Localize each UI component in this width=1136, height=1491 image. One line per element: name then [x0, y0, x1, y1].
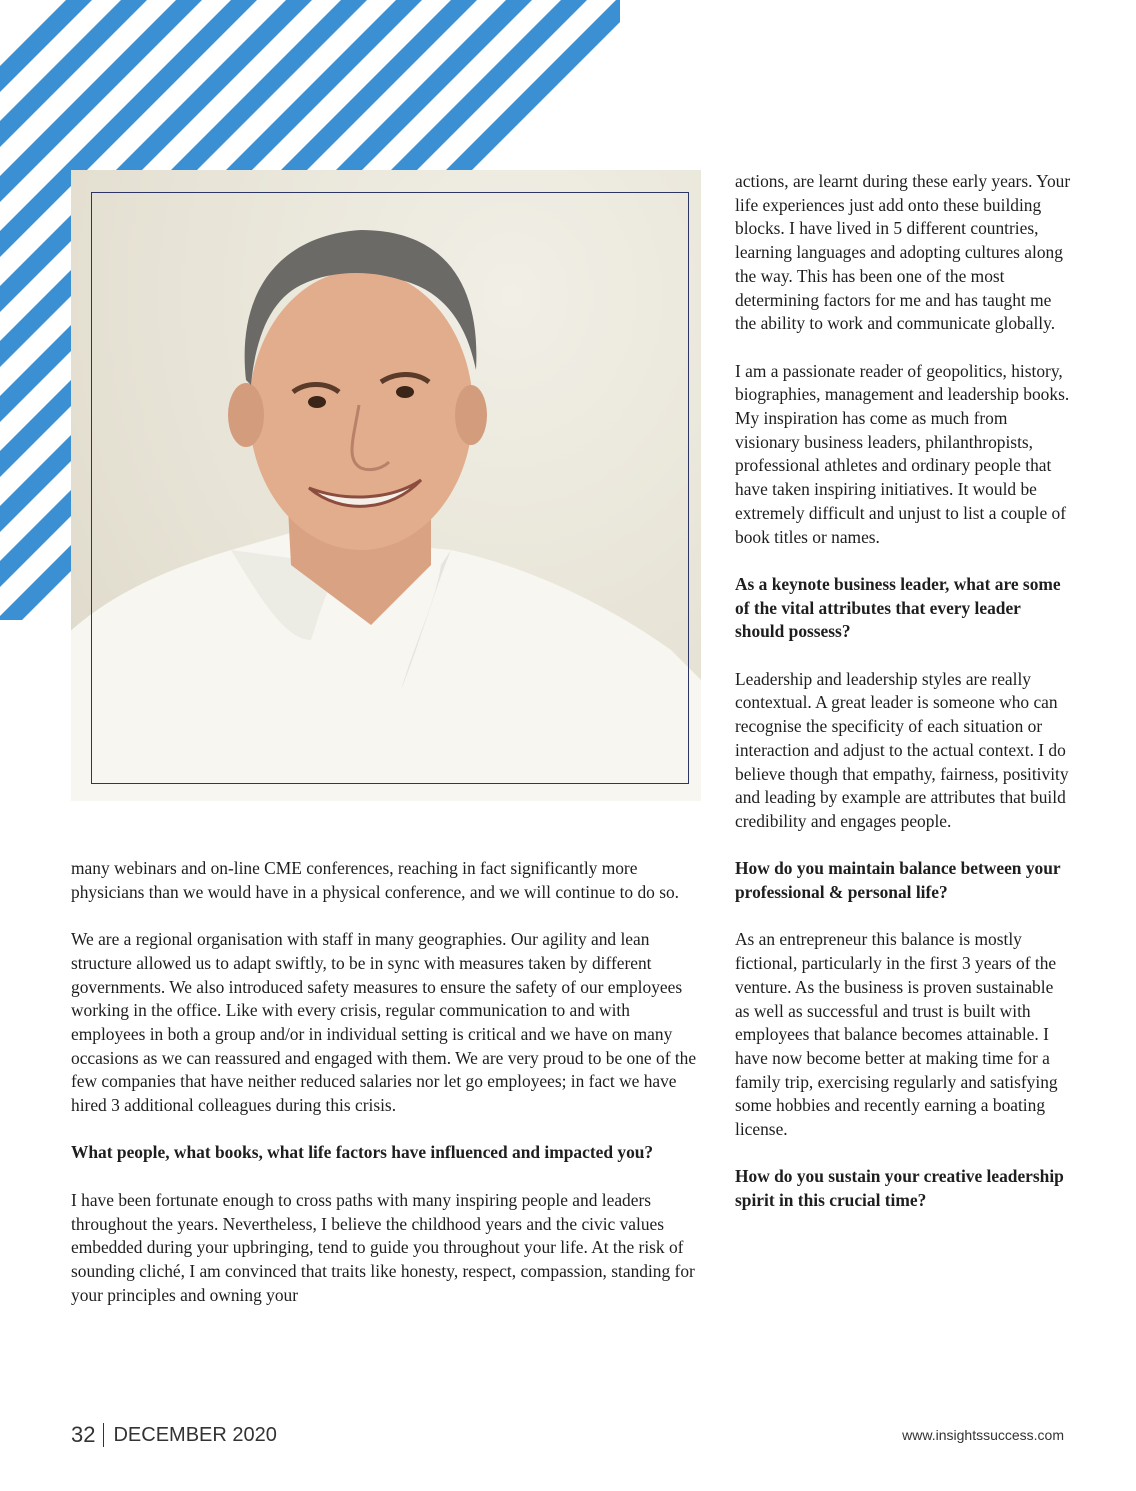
question-heading: What people, what books, what life factors have influenced and impacted you?	[71, 1142, 654, 1163]
paragraph: I am a passionate reader of geopolitics, history, biographies, management and leadership books. My inspiration has come as much from visionary business leaders, philanthropists, professional athletes and ordinary people that have taken inspiring initiatives. It would be extremely difficult and unjust to list a couple of book titles or names.	[735, 360, 1070, 547]
website-url[interactable]: www.insightssuccess.com	[902, 1427, 1064, 1443]
portrait-photo	[71, 170, 701, 801]
footer-divider	[103, 1423, 104, 1447]
page-number: 32	[71, 1422, 96, 1447]
paragraph: We are a regional organisation with staff in many geographies. Our agility and lean structure allowed us to adapt swiftly, to be in sync with measures taken by different governments. We also introduced safety measures to ensure the safety of our employees working in the office. Like with every crisis, regular communication to and with employees in both a group and/or in individual setting is critical and we have on many occasions as we can reassured and engaged with them. We are very proud to be one of the few companies that have neither reduced salaries nor let go employees; in fact we have hired 3 additional colleagues during this crisis.	[71, 929, 697, 1116]
right-column	[735, 170, 1071, 1237]
paragraph: As an entrepreneur this balance is mostly fictional, particularly in the first 3 years of the venture. As the business is proven sustainable as well as successful and trust is built with employees that balance becomes attainable. I have now become better at making time for a family trip, exercising regularly and satisfying some hobbies and recently earning a boating license.	[735, 929, 1058, 1140]
question-heading: How do you maintain balance between your professional & personal life?	[735, 858, 1061, 903]
question-heading: As a keynote business leader, what are some of the vital attributes that every leader should possess?	[735, 573, 1061, 642]
footer-page-info	[71, 1420, 277, 1450]
paragraph: many webinars and on-line CME conferences, reaching in fact significantly more physicians than we would have in a physical conference, and we will continue to do so.	[71, 858, 680, 902]
question-heading: How do you sustain your creative leadership spirit in this crucial time?	[735, 1166, 1064, 1211]
paragraph: I have been fortunate enough to cross paths with many inspiring people and leaders throughout the years. Nevertheless, I believe the childhood years and the civic values embedded during your upbringing, tend to guide you throughout your life. At the risk of sounding cliché, I am convinced that traits like honesty, respect, compassion, standing for your principles and owning your	[71, 1189, 695, 1305]
paragraph: Leadership and leadership styles are really contextual. A great leader is someone who can recognise the specificity of each situation or interaction and adjust to the actual context. I do believe though that empathy, fairness, positivity and leading by example are attributes that build credibility and engages people.	[735, 668, 1069, 831]
issue-date: DECEMBER 2020	[113, 1424, 277, 1446]
paragraph: actions, are learnt during these early years. Your life experiences just add onto these building blocks. I have lived in 5 different countries, learning languages and adopting cultures along the way. This has been one of the most determining factors for me and has taught me the ability to work and communicate globally.	[735, 171, 1071, 334]
left-column	[71, 857, 703, 1331]
